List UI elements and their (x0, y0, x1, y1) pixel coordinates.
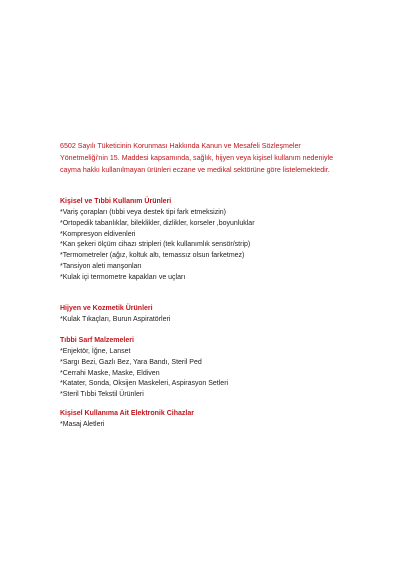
list-item: *Enjektör, İğne, Lanset (60, 348, 131, 355)
section-title: Hijyen ve Kozmetik Ürünleri (60, 305, 153, 312)
section-hygiene-cosmetic (60, 303, 360, 326)
list-item: *Cerrahi Maske, Maske, Eldiven (60, 369, 160, 377)
list-item: *Tansiyon aleti manşonları (60, 262, 142, 270)
list-item: *Kompresyon eldivenleri (60, 230, 136, 238)
section-title: Kişisel ve Tıbbi Kullanım Ürünleri (60, 198, 172, 205)
list-item: *Kan şekeri ölçüm cihazı stripleri (tek kullanımlık sensör/strip) (60, 241, 251, 249)
section-title: Kişisel Kullanıma Ait Elektronik Cihazlar (60, 410, 194, 417)
intro-paragraph: 6502 Sayılı Tüketicinin Korunması Hakkında Kanun ve Mesafeli Sözleşmeler Yönetmeliği'nin 15. Maddesi kapsamında, sağlık, hijyen veya kişisel kullanım nedeniyle cayma hakkı kullanılmayan ürünleri eczane ve medikal sektörüne göre listelemektedir. (60, 142, 334, 174)
list-item: *Kulak içi termometre kapakları ve uçları (60, 273, 186, 281)
list-item: *Variş çorapları (tıbbi veya destek tipi fark etmeksizin) (60, 209, 226, 216)
section-medical-supplies (60, 335, 360, 401)
list-item: *Masaj Aletleri (60, 421, 105, 428)
section-title: Tıbbi Sarf Malzemeleri (60, 337, 134, 344)
list-item: *Sargı Bezi, Gazlı Bez, Yara Bandı, Steril Ped (60, 358, 202, 366)
list-item: *Katater, Sonda, Oksijen Maskeleri, Aspirasyon Setleri (60, 380, 229, 388)
list-item: *Kulak Tıkaçları, Burun Aspiratörleri (60, 316, 171, 323)
section-personal-electronics (60, 408, 360, 431)
list-item: *Ortopedik tabanlıklar, bileklikler, dizlikler, korseler ,boyunluklar (60, 219, 255, 227)
list-item: *Termometreler (ağız, koltuk altı, temassız olsun farketmez) (60, 252, 245, 260)
section-personal-medical (60, 196, 360, 284)
list-item: *Steril Tıbbi Tekstil Ürünleri (60, 391, 144, 399)
